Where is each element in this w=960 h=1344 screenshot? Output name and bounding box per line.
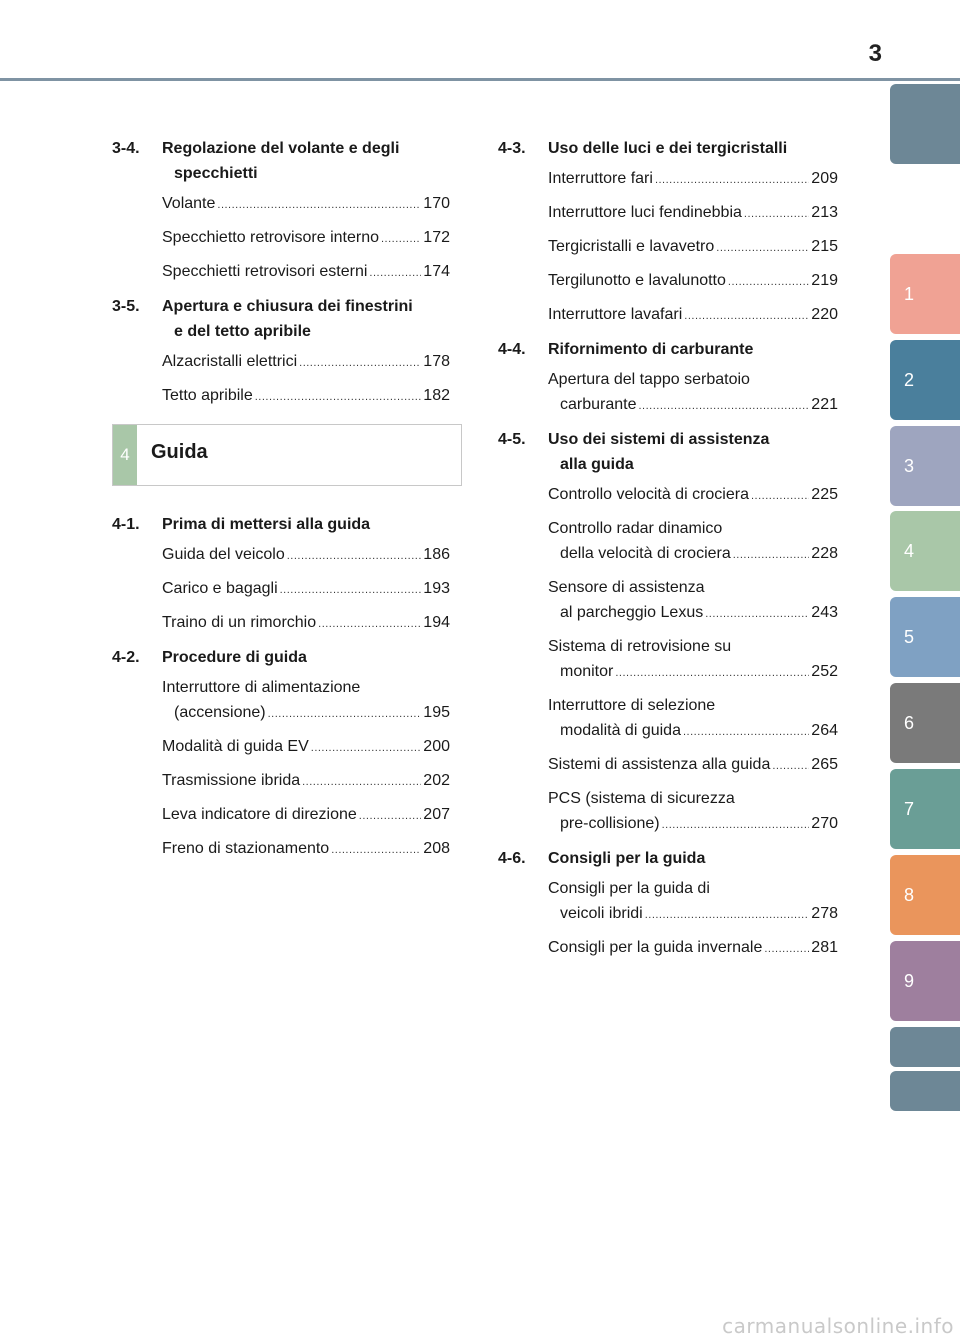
- toc-entry[interactable]: PCS (sistema di sicurezza pre-collisione) ..... 270: [548, 786, 838, 838]
- chapter-tab-5[interactable]: 5: [890, 597, 960, 677]
- left-column: [112, 136, 450, 871]
- chapter-header[interactable]: [112, 424, 462, 486]
- page-ref: 193: [423, 580, 450, 597]
- page-ref: 194: [423, 614, 450, 631]
- section-title[interactable]: 4-6. Consigli per la guida: [498, 846, 838, 871]
- toc-entry[interactable]: Interruttore di alimentazione (accensione) ..... 195: [162, 675, 450, 727]
- chapter-tab-8[interactable]: 8: [890, 855, 960, 935]
- chapter-tab-2[interactable]: 2: [890, 340, 960, 420]
- page-ref: 208: [423, 840, 450, 857]
- watermark: carmanualsonline.info: [722, 1314, 954, 1338]
- toc-entry[interactable]: Tergicristalli e lavavetro ..... 215: [548, 234, 838, 261]
- toc-entry[interactable]: Controllo radar dinamico della velocità di crociera ..... 228: [548, 516, 838, 568]
- toc-entry[interactable]: Controllo velocità di crociera ..... 225: [548, 482, 838, 509]
- toc-entry[interactable]: Sistemi di assistenza alla guida ..... 265: [548, 752, 838, 779]
- page-ref: 225: [811, 486, 838, 503]
- section-number: 4-5.: [498, 431, 526, 448]
- toc-entry[interactable]: Trasmissione ibrida ..... 202: [162, 768, 450, 795]
- section-number: 4-6.: [498, 850, 526, 867]
- section-number: 4-3.: [498, 140, 526, 157]
- page-ref: 178: [423, 353, 450, 370]
- toc-entry[interactable]: Specchietto retrovisore interno ..... 172: [162, 225, 450, 252]
- page-ref: 209: [811, 170, 838, 187]
- page-ref: 182: [423, 387, 450, 404]
- toc-entry[interactable]: Consigli per la guida di veicoli ibridi ..... 278: [548, 876, 838, 928]
- chapter-tabs: [890, 0, 960, 1344]
- section-title[interactable]: 4-5. Uso dei sistemi di assistenza alla guida: [498, 427, 838, 477]
- toc-entry[interactable]: Alzacristalli elettrici ..... 178: [162, 349, 450, 376]
- page-ref: 228: [811, 545, 838, 562]
- toc-entry[interactable]: Volante ..... 170: [162, 191, 450, 218]
- page-ref: 243: [811, 604, 838, 621]
- toc-entry[interactable]: Interruttore fari ..... 209: [548, 166, 838, 193]
- page-ref: 264: [811, 722, 838, 739]
- page-ref: 252: [811, 663, 838, 680]
- section-title[interactable]: 4-4. Rifornimento di carburante: [498, 337, 838, 362]
- chapter-number: 4: [113, 425, 137, 485]
- section-title[interactable]: 3-5. Apertura e chiusura dei finestrini e del tetto apribile: [112, 294, 450, 344]
- chapter-tab-blank[interactable]: [890, 84, 960, 164]
- page-ref: 278: [811, 905, 838, 922]
- toc-entry[interactable]: Apertura del tappo serbatoio carburante ..... 221: [548, 367, 838, 419]
- chapter-tab-blank[interactable]: [890, 1027, 960, 1067]
- toc-entry[interactable]: Leva indicatore di direzione ..... 207: [162, 802, 450, 829]
- toc-section: [498, 846, 838, 962]
- chapter-tab-6[interactable]: 6: [890, 683, 960, 763]
- section-title[interactable]: 4-1. Prima di mettersi alla guida: [112, 512, 450, 537]
- right-column: [498, 136, 838, 970]
- page-ref: 174: [423, 263, 450, 280]
- toc-entry[interactable]: Interruttore luci fendinebbia ..... 213: [548, 200, 838, 227]
- chapter-title: Guida: [151, 441, 208, 463]
- page-ref: 202: [423, 772, 450, 789]
- toc-entry[interactable]: Specchietti retrovisori esterni ..... 174: [162, 259, 450, 286]
- section-title[interactable]: 4-2. Procedure di guida: [112, 645, 450, 670]
- toc-entry[interactable]: Sistema di retrovisione su monitor ..... 252: [548, 634, 838, 686]
- toc-section: [498, 427, 838, 838]
- page-ref: 220: [811, 306, 838, 323]
- toc-entry[interactable]: Sensore di assistenza al parcheggio Lexus ..... 243: [548, 575, 838, 627]
- chapter-tab-1[interactable]: 1: [890, 254, 960, 334]
- section-title[interactable]: 3-4. Regolazione del volante e degli specchietti: [112, 136, 450, 186]
- section-number: 3-5.: [112, 298, 140, 315]
- toc-entry[interactable]: Guida del veicolo ..... 186: [162, 542, 450, 569]
- page-ref: 195: [423, 704, 450, 721]
- page-ref: 200: [423, 738, 450, 755]
- section-number: 4-2.: [112, 649, 140, 666]
- chapter-tab-3[interactable]: 3: [890, 426, 960, 506]
- toc-entry[interactable]: Interruttore di selezione modalità di guida ..... 264: [548, 693, 838, 745]
- toc-entry[interactable]: Tetto apribile ..... 182: [162, 383, 450, 410]
- page-ref: 270: [811, 815, 838, 832]
- toc-entry[interactable]: Modalità di guida EV ..... 200: [162, 734, 450, 761]
- page-ref: 265: [811, 756, 838, 773]
- toc-entry[interactable]: Consigli per la guida invernale ..... 281: [548, 935, 838, 962]
- page-ref: 221: [811, 396, 838, 413]
- toc-entry[interactable]: Tergilunotto e lavalunotto ..... 219: [548, 268, 838, 295]
- section-number: 3-4.: [112, 140, 140, 157]
- page-ref: 213: [811, 204, 838, 221]
- page-number: 3: [868, 40, 882, 67]
- chapter-tab-blank[interactable]: [890, 1071, 960, 1111]
- toc-entry[interactable]: Freno di stazionamento ..... 208: [162, 836, 450, 863]
- toc-section: [112, 645, 450, 863]
- toc-entry[interactable]: Carico e bagagli ..... 193: [162, 576, 450, 603]
- page-ref: 281: [811, 939, 838, 956]
- page-ref: 215: [811, 238, 838, 255]
- page-ref: 219: [811, 272, 838, 289]
- toc-section: [498, 136, 838, 329]
- section-number: 4-4.: [498, 341, 526, 358]
- chapter-tab-4[interactable]: 4: [890, 511, 960, 591]
- page-ref: 172: [423, 229, 450, 246]
- page-ref: 170: [423, 195, 450, 212]
- page-ref: 207: [423, 806, 450, 823]
- header-rule: [0, 78, 960, 81]
- toc-entry[interactable]: Interruttore lavafari ..... 220: [548, 302, 838, 329]
- toc-section: [112, 512, 450, 637]
- chapter-tab-7[interactable]: 7: [890, 769, 960, 849]
- toc-section: [112, 136, 450, 286]
- page-ref: 186: [423, 546, 450, 563]
- toc-entry[interactable]: Traino di un rimorchio ..... 194: [162, 610, 450, 637]
- toc-section: [498, 337, 838, 419]
- toc-section: [112, 294, 450, 410]
- chapter-tab-9[interactable]: 9: [890, 941, 960, 1021]
- section-number: 4-1.: [112, 516, 140, 533]
- section-title[interactable]: 4-3. Uso delle luci e dei tergicristalli: [498, 136, 838, 161]
